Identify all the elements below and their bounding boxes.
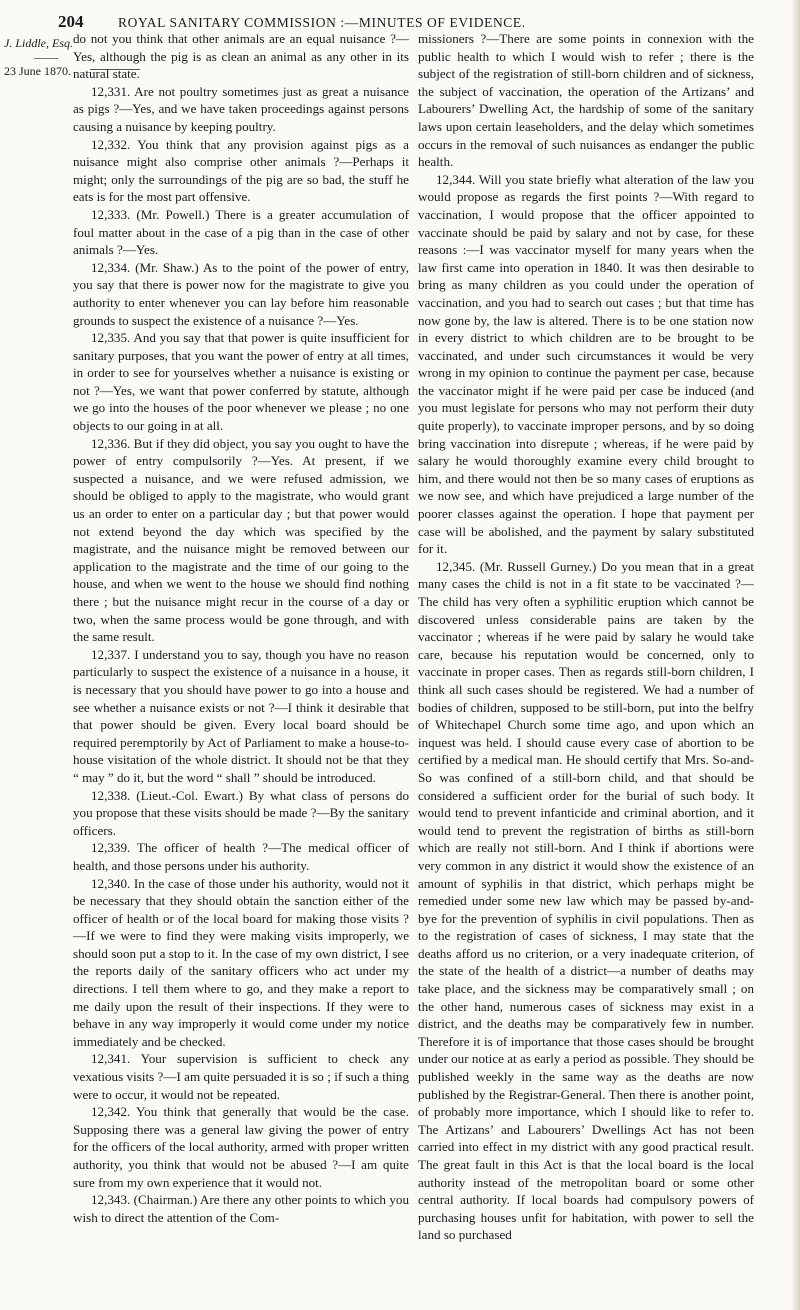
paragraph: 12,338. (Lieut.-Col. Ewart.) By what class of persons do you propose that these visits should be made ?—By the sanitary officers. xyxy=(73,787,409,838)
right-column xyxy=(418,30,754,1244)
page-number: 204 xyxy=(58,12,84,31)
margin-note xyxy=(4,36,73,78)
witness-name: J. Liddle, Esq. xyxy=(4,36,73,50)
paragraph: 12,339. The officer of health ?—The medical officer of health, and those persons under his authority. xyxy=(73,840,409,873)
paragraph: 12,332. You think that any provision against pigs as a nuisance might also comprise other animals ?—Perhaps it might; only the surroundings of the pig are so bad, the stuff he eats is for the most part offensive. xyxy=(73,136,409,205)
paragraph: 12,336. But if they did object, you say you ought to have the power of entry compulsorily ?—Yes. At present, if we suspected a nuisance, and we were refused admission, we should be obliged to apply to the magistrate, who would grant us an order to enter on a particular day ; but that power would not extend beyond the day which was specified by the magistrate, and the nuisance might be removed between our application to the magistrate and the time of our going to the house, and when we went to the house we should find nothing there ; but the nuisance might recur in the course of a day or two, when the same process would be gone through, and with the same result. xyxy=(73,435,409,645)
paragraph: missioners ?—There are some points in connexion with the public health to which I would wish to refer ; there is the subject of the registration of still-born children and of sickness, the subject of vaccination, the operation of the Artizans’ and Labourers’ Dwelling Act, the hardship of some of the sanitary laws upon certain leaseholders, and the delay which sometimes occurs in the removal of such nuisances as endanger the public health. xyxy=(418,31,754,170)
paragraph: 12,344. Will you state briefly what alteration of the law you would propose as regards the first points ?—With regard to vaccination, I would propose that the officer appointed to vaccinate should be paid by salary and not by case, for these reasons :—I was vaccinator myself for many years when the law first came into operation in 1840. It was then desirable to bring as many children as you could under the operation of vaccination, and you had to search out cases ; but that time has now gone by, the law is altered. There is to be one station now in every district to which children are to be brought to be vaccinated, and under such circumstances it would be very wrong in my opinion to continue the payment per case, because the vaccinator might if he were paid per case be induced (and you must legislate for persons who may not perform their duty quite properly), to vaccinate improper persons, and by so doing bring vaccination into disrepute ; whereas, if he were paid by salary he would thoroughly examine every child brought to him, and there would not then be so many cases of eruptions as we now see, and which have prejudiced a large number of the poorer classes against the operation. I hope that payment per case will be abolished, and the payment by salary substituted for it. xyxy=(418,171,754,557)
paragraph: 12,343. (Chairman.) Are there any other points to which you wish to direct the attention of the Com- xyxy=(73,1192,409,1225)
paragraph: 12,333. (Mr. Powell.) There is a greater accumulation of foul matter about in the case of a pig than in the case of other animals ?—Yes. xyxy=(73,206,409,258)
paragraph: 12,340. In the case of those under his authority, would not it be necessary that they should obtain the sanction either of the officer of health or of the local board for making those visits ?—If we were to find they were making visits improperly, we should soon put a stop to it. In the case of my own district, I see the reports daily of the sanitary officers who act under my directions. I tell them where to go, and they make a report to me daily upon the result of their inspections. If they were to behave in any way improperly it would come under my notice immediately and be checked. xyxy=(73,875,409,1049)
paragraph: 12,337. I understand you to say, though you have no reason particularly to suspect the existence of a nuisance in a house, it is necessary that you should have power to go into a house and see whether a nuisance exists or not ?—I think it desirable that that power should be given. Every local board should be required peremptorily by Act of Parliament to make a house-to-house visitation of the whole district. It should not be that they “ may ” do it, but the word “ shall ” should be introduced. xyxy=(73,646,409,785)
hearing-date: 23 June 1870. xyxy=(4,64,71,78)
page-edge-shadow xyxy=(791,0,800,1310)
running-head: ROYAL SANITARY COMMISSION :—MINUTES OF EVIDENCE. xyxy=(118,15,526,30)
paragraph: 12,335. And you say that that power is quite insufficient for sanitary purposes, that you want the power of entry at all times, in order to see for yourselves whether a nuisance is existing or not ?—Yes, we want that power conferred by statute, although we go into the houses of the poor whenever we please ; no one objects to our going in at all. xyxy=(73,330,409,434)
left-column xyxy=(73,30,409,1226)
margin-dash: —— xyxy=(34,50,58,64)
paragraph: 12,345. (Mr. Russell Gurney.) Do you mean that in a great many cases the child is not in a fit state to be vaccinated ?—The child has very often a syphilitic eruption which cannot be discovered unless considerable pains are taken by the vaccinator ; whereas if he were paid by salary he would take care, because his reputation would be concerned, only to vaccinate in proper cases. Then as regards still-born children, I think all such cases should be registered. We had a number of bodies of children, supposed to be still-born, put into the belfry of Whitechapel Church some time ago, and upon which an inquest was held. I should cause every case of abortion to be certified by a medical man. He should certify that Mrs. So-and-So was confined of a still-born child, and that should be considered a sufficient order for the burial of such body. It would tend to prevent infanticide and criminal abortion, and it would tend to prevent the registration of births as still-born which are really not still-born. And I think if abortions were very common in any district it would show the existence of an amount of syphilis in that district, which perhaps might be remedied under some new law which may be passed by-and-bye for the prevention of syphilis in civil populations. Then as to the registration of cases of sickness, I may state that the deaths afford us no criterion, or a very inadequate criterion, of the state of the health of a district—a number of deaths may take place, and the sickness may be comparatively small ; on the other hand, numerous cases of sickness may exist in a district, and the deaths may be comparatively few in number. Therefore it is of importance that those cases should be brought under our notice at as early a period as possible. They should be published weekly in the same way as the deaths are now published by the Registrar-General. Then there is another point, of probably more importance, which I should like to refer to. The Artizans’ and Labourers’ Dwellings Act has not been carried into effect in my district with any good practical result. The great fault in this Act is that the local board is the local authority instead of the metropolitan board or some other central authority. If local boards had compulsory powers of purchasing houses unfit for habitation, with power to sell the land so purchased xyxy=(418,558,754,1243)
paragraph: 12,342. You think that generally that would be the case. Supposing there was a general law giving the power of entry for the officers of the local authority, armed with proper written authority, you think that would not be abused ?—I am quite sure from my own experience that it would not. xyxy=(73,1104,409,1190)
paragraph: 12,331. Are not poultry sometimes just as great a nuisance as pigs ?—Yes, and we have taken proceedings against persons causing a nuisance by keeping poultry. xyxy=(73,83,409,134)
paragraph: 12,334. (Mr. Shaw.) As to the point of the power of entry, you say that there is power now for the magistrate to give you authority to enter whenever you can lay before him reasonable grounds to suspect the existence of a nuisance ?—Yes. xyxy=(73,259,409,328)
paragraph: 12,341. Your supervision is sufficient to check any vexatious visits ?—I am quite persuaded it is so ; if such a thing were to occur, it would not be repeated. xyxy=(73,1051,409,1102)
paragraph: do not you think that other animals are an equal nuisance ?—Yes, although the pig is as clean an animal as any other in its natural state. xyxy=(73,31,409,82)
